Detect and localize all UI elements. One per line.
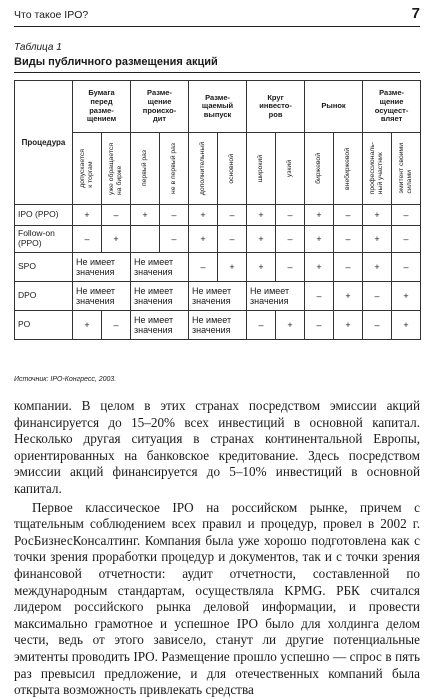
- group-header: Рынок: [305, 81, 363, 133]
- body-text: [14, 398, 420, 699]
- table-row: [15, 226, 421, 253]
- table-cell: +: [305, 205, 334, 226]
- sub-header: уже обращается на бирже: [102, 133, 131, 205]
- table-cell: +: [363, 205, 392, 226]
- table-cell: –: [305, 311, 334, 340]
- procedure-name: PO: [15, 311, 73, 340]
- table-cell: +: [392, 282, 421, 311]
- sub-header: допускается к торгам: [73, 133, 102, 205]
- running-head: [14, 6, 420, 27]
- table-cell: +: [247, 226, 276, 253]
- table-cell: +: [392, 311, 421, 340]
- table-cell: +: [131, 205, 160, 226]
- group-header: Разме- щаемый выпуск: [189, 81, 247, 133]
- table-cell: +: [73, 311, 102, 340]
- procedure-name: SPO: [15, 253, 73, 282]
- sub-header: узкий: [276, 133, 305, 205]
- table-row: [15, 205, 421, 226]
- not-applicable-cell: Не имеет значения: [189, 311, 247, 340]
- table-cell: –: [276, 205, 305, 226]
- table-cell: +: [334, 311, 363, 340]
- not-applicable-cell: Не имеет значения: [189, 282, 247, 311]
- not-applicable-cell: Не имеет значения: [131, 311, 189, 340]
- table-row: [15, 282, 421, 311]
- table-cell: –: [276, 253, 305, 282]
- group-header: Круг инвесто- ров: [247, 81, 305, 133]
- sub-header: не в первый раз: [160, 133, 189, 205]
- group-header: Бумага перед разме- щением: [73, 81, 131, 133]
- table-cell: [131, 226, 160, 253]
- table-cell: +: [305, 226, 334, 253]
- table-cell: –: [189, 253, 218, 282]
- not-applicable-cell: Не имеет значения: [131, 253, 189, 282]
- table-cell: –: [363, 282, 392, 311]
- not-applicable-cell: Не имеет значения: [73, 253, 131, 282]
- sub-header: дополнительный: [189, 133, 218, 205]
- page-number: 7: [411, 5, 420, 22]
- table-cell: –: [392, 226, 421, 253]
- not-applicable-cell: Не имеет значения: [73, 282, 131, 311]
- paragraph: компании. В целом в этих странах посредством эмиссии акций финансируется до 15–20% всех инвестиций в основной капитал. Несколько другая ситуация в странах континентальной Европы, ориентированных на банковское кредитование. Здесь посредством эмиссии акций финансируется до 5–10% инвестиций в основной капитал.: [14, 398, 420, 496]
- table-source: Источник: IPO-Конгресс, 2003.: [14, 376, 117, 383]
- table-cell: –: [247, 311, 276, 340]
- table-cell: +: [247, 205, 276, 226]
- table-cell: –: [160, 205, 189, 226]
- table-cell: +: [276, 311, 305, 340]
- table-cell: –: [334, 205, 363, 226]
- procedure-name: DPO: [15, 282, 73, 311]
- group-header: Разме- щение осущест- вляет: [363, 81, 421, 133]
- table-cell: –: [392, 205, 421, 226]
- ipo-types-table: [14, 80, 421, 340]
- table-cell: +: [363, 253, 392, 282]
- table-cell: +: [102, 226, 131, 253]
- table-cell: +: [189, 226, 218, 253]
- table-cell: +: [218, 253, 247, 282]
- table-cell: –: [334, 226, 363, 253]
- table-cell: +: [189, 205, 218, 226]
- sub-header: широкий: [247, 133, 276, 205]
- table-cell: –: [334, 253, 363, 282]
- procedure-header: Процедура: [15, 81, 73, 205]
- paragraph: Первое классическое IPO на российском рынке, причем с тщательным соблюдением всех правил и процедур, провел в 2002 г. РосБизнесКонсалтинг. Компания была уже хорошо подготовлена как с точки зрения проработки процедур и документов, так и с точки зрения финансовой отчетности: аудит отчетности, составленной по международным стандартам, осуществляла KPMG. РБК считался лидером российского рынка деловой информации, и провести максимально грамотное и успешное IPO было для холдинга делом чести, ведь от этого зависело, станут ли другие потенциальные эмитенты проводить IPO. Размещение прошло успешно — спрос в пять раз превысил предложение, и для отечественных компаний была открыта возможность привлекать средства: [14, 499, 420, 698]
- table-cell: +: [363, 226, 392, 253]
- table-cell: +: [305, 253, 334, 282]
- table-cell: –: [160, 226, 189, 253]
- not-applicable-cell: Не имеет значения: [131, 282, 189, 311]
- table-cell: –: [102, 205, 131, 226]
- table-label: Таблица 1: [14, 42, 62, 53]
- table-cell: –: [276, 226, 305, 253]
- table-cell: –: [363, 311, 392, 340]
- table-cell: +: [247, 253, 276, 282]
- sub-header: профессиональ- ный участник: [363, 133, 392, 205]
- table-cell: –: [218, 226, 247, 253]
- sub-header: первый раз: [131, 133, 160, 205]
- sub-header: биржевой: [305, 133, 334, 205]
- table-cell: –: [73, 226, 102, 253]
- sub-header: внебиржевой: [334, 133, 363, 205]
- table-row: [15, 253, 421, 282]
- table-cell: –: [305, 282, 334, 311]
- sub-header: эмитент своими силами: [392, 133, 421, 205]
- table-cell: +: [73, 205, 102, 226]
- table-cell: –: [392, 253, 421, 282]
- chapter-title: Что такое IPO?: [14, 9, 89, 21]
- not-applicable-cell: Не имеет значения: [247, 282, 305, 311]
- group-header: Разме- щение происхо- дит: [131, 81, 189, 133]
- table-cell: –: [218, 205, 247, 226]
- table-cell: +: [334, 282, 363, 311]
- procedure-name: IPO (PPO): [15, 205, 73, 226]
- table-row: [15, 311, 421, 340]
- table-cell: –: [102, 311, 131, 340]
- procedure-name: Follow-on (PPO): [15, 226, 73, 253]
- sub-header: основной: [218, 133, 247, 205]
- table-title: Виды публичного размещения акций: [14, 56, 420, 73]
